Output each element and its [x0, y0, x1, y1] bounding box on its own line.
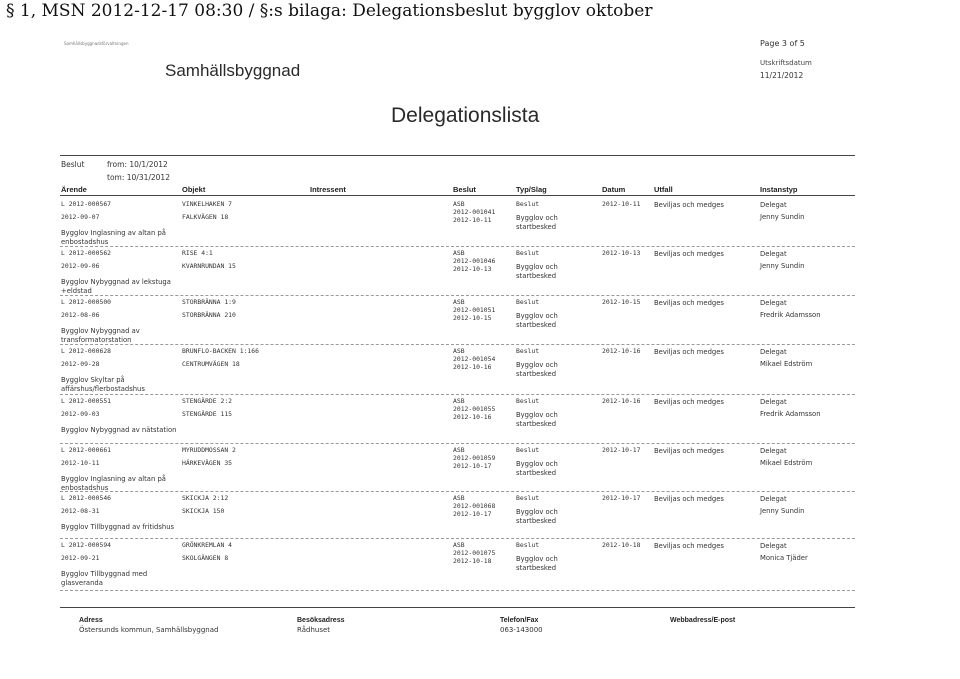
- case-date: 2012-10-11: [61, 459, 100, 467]
- row-separator: [60, 590, 855, 591]
- case-description-cont: enbostadshus: [61, 238, 109, 246]
- case-description: Bygglov Inglasning av altan på: [61, 229, 166, 237]
- case-date: 2012-09-06: [61, 262, 100, 270]
- decision-unit: ASB: [453, 249, 465, 257]
- property-name: STENGÄRDE 2:2: [182, 397, 233, 405]
- outcome-date: 2012-10-16: [602, 397, 641, 405]
- property-name: MYRUDDMOSSAN 2: [182, 446, 236, 454]
- property-name: STORBRÄNNA 1:9: [182, 298, 236, 306]
- instance-type: Delegat: [760, 447, 787, 455]
- column-header-datum: Datum: [602, 185, 626, 194]
- decision-unit: ASB: [453, 397, 465, 405]
- handler-name: Jenny Sundin: [760, 213, 805, 221]
- property-address: STENGÄRDE 115: [182, 410, 233, 418]
- decision-unit: ASB: [453, 446, 465, 454]
- decision-kind-cont: startbesked: [516, 517, 557, 525]
- property-name: GRÖNKREMLAN 4: [182, 541, 233, 549]
- footer-address-value: Östersunds kommun, Samhällsbyggnad: [79, 626, 219, 634]
- decision-kind: Bygglov och: [516, 411, 558, 419]
- footer-visit-value: Rådhuset: [297, 626, 331, 634]
- outcome: Beviljas och medges: [654, 299, 724, 307]
- case-description: Bygglov Nybyggnad av: [61, 327, 140, 335]
- case-date: 2012-09-28: [61, 360, 100, 368]
- instance-type: Delegat: [760, 250, 787, 258]
- filter-tom: tom: 10/31/2012: [107, 173, 170, 182]
- property-name: RISE 4:1: [182, 249, 213, 257]
- outcome-date: 2012-10-13: [602, 249, 641, 257]
- decision-kind-cont: startbesked: [516, 223, 557, 231]
- row-separator: [60, 394, 855, 395]
- row-separator: [60, 538, 855, 539]
- handler-name: Mikael Edström: [760, 360, 813, 368]
- decision-number: 2012-001068: [453, 502, 496, 510]
- case-description-cont: affärshus/flerbostadshus: [61, 385, 145, 393]
- decision-kind: Bygglov och: [516, 460, 558, 468]
- case-date: 2012-08-31: [61, 507, 100, 515]
- case-number: L 2012-000594: [61, 541, 112, 549]
- decision-number: 2012-001059: [453, 454, 496, 462]
- print-date-label: Utskriftsdatum: [760, 59, 812, 67]
- instance-type: Delegat: [760, 348, 787, 356]
- case-description: Bygglov Nybyggnad av lekstuga: [61, 278, 171, 286]
- handler-name: Fredrik Adamsson: [760, 311, 821, 319]
- organization-name: Samhällsbyggnad: [165, 61, 301, 80]
- decision-number: 2012-001046: [453, 257, 496, 265]
- decision-number: 2012-001075: [453, 549, 496, 557]
- column-header-typslag: Typ/Slag: [516, 185, 547, 194]
- row-separator: [60, 295, 855, 296]
- footer-phone-label: Telefon/Fax: [500, 617, 539, 624]
- case-number: L 2012-000546: [61, 494, 112, 502]
- outcome-date: 2012-10-15: [602, 298, 641, 306]
- outcome: Beviljas och medges: [654, 398, 724, 406]
- decision-number: 2012-001055: [453, 405, 496, 413]
- case-description-cont: +eldstad: [61, 287, 92, 295]
- property-address: STORBRÄNNA 210: [182, 311, 236, 319]
- case-number: L 2012-000562: [61, 249, 112, 257]
- case-description: Bygglov Skyltar på: [61, 376, 125, 384]
- property-address: KVARNRUNDAN 15: [182, 262, 236, 270]
- decision-type: Beslut: [516, 298, 540, 306]
- case-date: 2012-09-03: [61, 410, 100, 418]
- case-description: Bygglov Inglasning av altan på: [61, 475, 166, 483]
- decision-number: 2012-001054: [453, 355, 496, 363]
- outcome: Beviljas och medges: [654, 447, 724, 455]
- decision-kind: Bygglov och: [516, 555, 558, 563]
- case-number: L 2012-000551: [61, 397, 112, 405]
- decision-date: 2012-10-17: [453, 462, 492, 470]
- decision-date: 2012-10-13: [453, 265, 492, 273]
- print-date-value: 11/21/2012: [760, 71, 804, 80]
- column-header-instanstyp: Instanstyp: [760, 185, 798, 194]
- header-small-text: Samhällsbyggnadsförvaltningen: [64, 41, 129, 46]
- instance-type: Delegat: [760, 299, 787, 307]
- case-description-cont: transformatorstation: [61, 336, 132, 344]
- handler-name: Jenny Sundin: [760, 507, 805, 515]
- decision-date: 2012-10-17: [453, 510, 492, 518]
- footer-divider: [60, 607, 855, 608]
- handler-name: Jenny Sundin: [760, 262, 805, 270]
- decision-type: Beslut: [516, 397, 540, 405]
- column-header-intressent: Intressent: [310, 185, 346, 194]
- property-name: VINKELHAKEN 7: [182, 200, 233, 208]
- decision-unit: ASB: [453, 541, 465, 549]
- case-number: L 2012-000500: [61, 298, 112, 306]
- instance-type: Delegat: [760, 201, 787, 209]
- decision-kind: Bygglov och: [516, 312, 558, 320]
- outcome-date: 2012-10-16: [602, 347, 641, 355]
- row-separator: [60, 246, 855, 247]
- instance-type: Delegat: [760, 398, 787, 406]
- decision-type: Beslut: [516, 446, 540, 454]
- decision-unit: ASB: [453, 298, 465, 306]
- case-description-cont: glasveranda: [61, 579, 103, 587]
- footer-visit-label: Besöksadress: [297, 617, 345, 624]
- property-address: SKOLGÄNGEN 8: [182, 554, 229, 562]
- row-separator: [60, 344, 855, 345]
- case-description: Bygglov Tillbyggnad av fritidshus: [61, 523, 175, 531]
- property-address: CENTRUMVÄGEN 18: [182, 360, 240, 368]
- case-number: L 2012-000567: [61, 200, 112, 208]
- footer-web-label: Webbadress/E-post: [670, 617, 736, 624]
- decision-kind-cont: startbesked: [516, 370, 557, 378]
- decision-kind: Bygglov och: [516, 214, 558, 222]
- decision-type: Beslut: [516, 541, 540, 549]
- decision-number: 2012-001041: [453, 208, 496, 216]
- footer-phone-value: 063-143000: [500, 626, 543, 634]
- case-date: 2012-09-21: [61, 554, 100, 562]
- column-header-beslut: Beslut: [453, 185, 476, 194]
- handler-name: Monica Tjäder: [760, 554, 808, 562]
- decision-type: Beslut: [516, 494, 540, 502]
- outcome: Beviljas och medges: [654, 348, 724, 356]
- column-header-arende: Ärende: [61, 185, 87, 194]
- decision-type: Beslut: [516, 200, 540, 208]
- decision-date: 2012-10-15: [453, 314, 492, 322]
- instance-type: Delegat: [760, 542, 787, 550]
- decision-date: 2012-10-16: [453, 363, 492, 371]
- property-name: BRUNFLO-BACKEN 1:166: [182, 347, 259, 355]
- outcome: Beviljas och medges: [654, 201, 724, 209]
- outcome-date: 2012-10-11: [602, 200, 641, 208]
- handler-name: Mikael Edström: [760, 459, 813, 467]
- column-header-utfall: Utfall: [654, 185, 673, 194]
- page-title: Delegationslista: [391, 104, 540, 127]
- decision-kind: Bygglov och: [516, 263, 558, 271]
- outcome-date: 2012-10-17: [602, 446, 641, 454]
- decision-kind-cont: startbesked: [516, 564, 557, 572]
- outcome: Beviljas och medges: [654, 542, 724, 550]
- header-divider: [60, 195, 855, 196]
- filter-label: Beslut: [61, 160, 85, 169]
- filter-from: from: 10/1/2012: [107, 160, 168, 169]
- decision-kind-cont: startbesked: [516, 321, 557, 329]
- case-description-cont: enbostadshus: [61, 484, 109, 492]
- property-name: SKICKJA 2:12: [182, 494, 229, 502]
- decision-unit: ASB: [453, 200, 465, 208]
- decision-type: Beslut: [516, 347, 540, 355]
- decision-kind: Bygglov och: [516, 361, 558, 369]
- title-divider: [60, 155, 855, 156]
- decision-type: Beslut: [516, 249, 540, 257]
- decision-number: 2012-001051: [453, 306, 496, 314]
- outcome: Beviljas och medges: [654, 495, 724, 503]
- column-header-objekt: Objekt: [182, 185, 206, 194]
- decision-kind-cont: startbesked: [516, 272, 557, 280]
- decision-kind-cont: startbesked: [516, 469, 557, 477]
- row-separator: [60, 443, 855, 444]
- handler-name: Fredrik Adamsson: [760, 410, 821, 418]
- instance-type: Delegat: [760, 495, 787, 503]
- case-description: Bygglov Tillbyggnad med: [61, 570, 148, 578]
- decision-unit: ASB: [453, 494, 465, 502]
- case-number: L 2012-000628: [61, 347, 112, 355]
- decision-unit: ASB: [453, 347, 465, 355]
- row-separator: [60, 491, 855, 492]
- outcome: Beviljas och medges: [654, 250, 724, 258]
- outcome-date: 2012-10-17: [602, 494, 641, 502]
- case-number: L 2012-000661: [61, 446, 112, 454]
- footer-address-label: Adress: [79, 617, 103, 624]
- case-date: 2012-09-07: [61, 213, 100, 221]
- property-address: FALKVÄGEN 18: [182, 213, 229, 221]
- property-address: HÄRKEVÄGEN 35: [182, 459, 233, 467]
- decision-kind: Bygglov och: [516, 508, 558, 516]
- decision-date: 2012-10-11: [453, 216, 492, 224]
- decision-kind-cont: startbesked: [516, 420, 557, 428]
- outcome-date: 2012-10-18: [602, 541, 641, 549]
- decision-date: 2012-10-18: [453, 557, 492, 565]
- case-date: 2012-08-06: [61, 311, 100, 319]
- page-indicator: Page 3 of 5: [760, 39, 805, 48]
- document-title: § 1, MSN 2012-12-17 08:30 / §:s bilaga: Delegationsbeslut bygglov oktober: [6, 1, 653, 21]
- case-description: Bygglov Nybyggnad av nätstation: [61, 426, 177, 434]
- decision-date: 2012-10-16: [453, 413, 492, 421]
- property-address: SKICKJA 150: [182, 507, 225, 515]
